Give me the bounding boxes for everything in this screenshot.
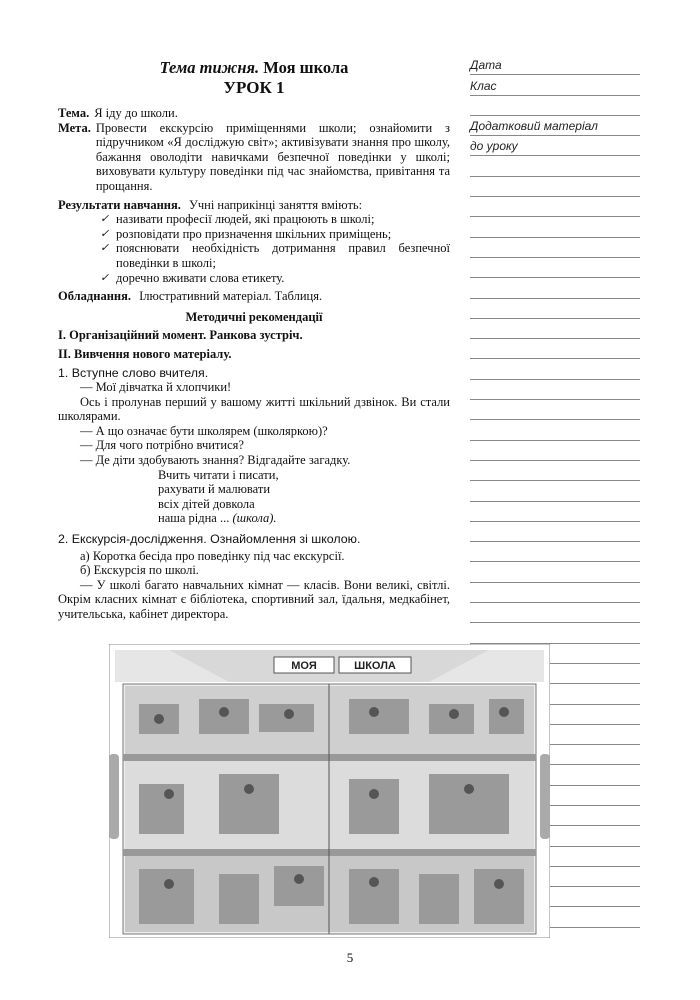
note-line [470,258,640,278]
note-line [470,542,640,562]
note-line [470,380,640,400]
topic-row: Тема. Я іду до школи. [58,106,178,120]
illustration-title-left: МОЯ [291,660,317,672]
note-line [470,522,640,542]
lesson-title: УРОК 1 [223,78,285,97]
note-line [470,603,640,623]
step-2: 2. Екскурсія-дослідження. Ознайомлення зі школою. [58,532,361,547]
page-number: 5 [346,950,354,965]
note-line [470,461,640,481]
sub-item: б) Екскурсія по школі. [80,563,199,578]
goal-row: Мета. Провести екскурсію приміщеннями школи; ознайомити з підручником «Я досліджую світ»; активізувати знання про школу, бажання оволодіти навичками безпечної поведінки у школі; виховувати культуру поведінки під час знайомства, привітання та прощання. [58,120,450,193]
question: — А що означає бути школярем (школяркою)? [80,423,328,438]
lesson-content [58,58,450,622]
sub-item: а) Коротка бесіда про поведінку під час екскурсії. [80,548,345,563]
equipment-row: Обладнання. Ілюстративний матеріал. Таблиця. [58,289,323,304]
note-line [470,359,640,379]
step-1: 1. Вступне слово вчителя. [58,365,209,380]
section-2: II. Вивчення нового матеріалу. [58,346,232,361]
note-line [470,278,640,298]
note-line [470,623,640,643]
paragraph: — У школі багато навчальних кімнат — класів. Вони великі, світлі. Окрім класних кімнат є бібліотека, спортивний зал, їдальня, медкабінет, учительська, кабінет директора. [58,577,450,621]
list-item: ✓ розповідати про призначення шкільних приміщень; [100,227,450,242]
list-item: ✓ пояснювати необхідність дотримання правил безпечної поведінки в школі; [100,241,450,270]
note-line [470,562,640,582]
note-line [470,217,640,237]
extra-material-line: Додатковий матеріал [470,116,640,136]
section-1: I. Організаційний момент. Ранкова зустріч. [58,328,303,343]
note-line [470,339,640,359]
paragraph: Ось і пролунав перший у вашому житті шкільний дзвінок. Ви стали школярами. [58,394,450,424]
note-line [470,319,640,339]
results-list [58,212,450,285]
note-line [470,177,640,197]
note-line [470,197,640,217]
illustration-title-right: ШКОЛА [354,660,396,672]
note-line [470,583,640,603]
note-line [470,156,640,176]
note-line [470,481,640,501]
note-line [470,400,640,420]
list-item: ✓ називати професії людей, які працюють в школі; [100,212,450,227]
question: — Для чого потрібно вчитися? [80,438,244,453]
note-line [470,502,640,522]
results-block: Результати навчання. Учні наприкінці заняття вміють: ✓ називати професії людей, які працюють в школі; ✓ розповідати про призначення шкільних приміщень; ✓ пояснювати необхідність дотримання правил безпечної поведінки в школі; ✓ доречно вживати слова етикету. [58,198,450,286]
note-line [470,299,640,319]
note-line [470,441,640,461]
note-line [470,238,640,258]
paragraph: — Мої дівчатка й хлопчики! [80,380,232,395]
riddle-poem: Вчить читати і писати, рахувати й малювати всіх дітей довкола наша рідна ... (школа). [158,467,279,526]
note-line [470,420,640,440]
extra-material-line: до уроку [470,136,640,156]
class-line: Клас [470,75,640,95]
list-item: ✓ доречно вживати слова етикету. [100,271,450,286]
theme-heading: Тема тижня. Моя школа [159,58,349,77]
date-line: Дата [470,55,640,75]
method-title: Методичні рекомендації [185,309,323,324]
school-illustration [109,644,550,938]
question: — Де діти здобувають знання? Відгадайте загадку. [80,453,351,468]
